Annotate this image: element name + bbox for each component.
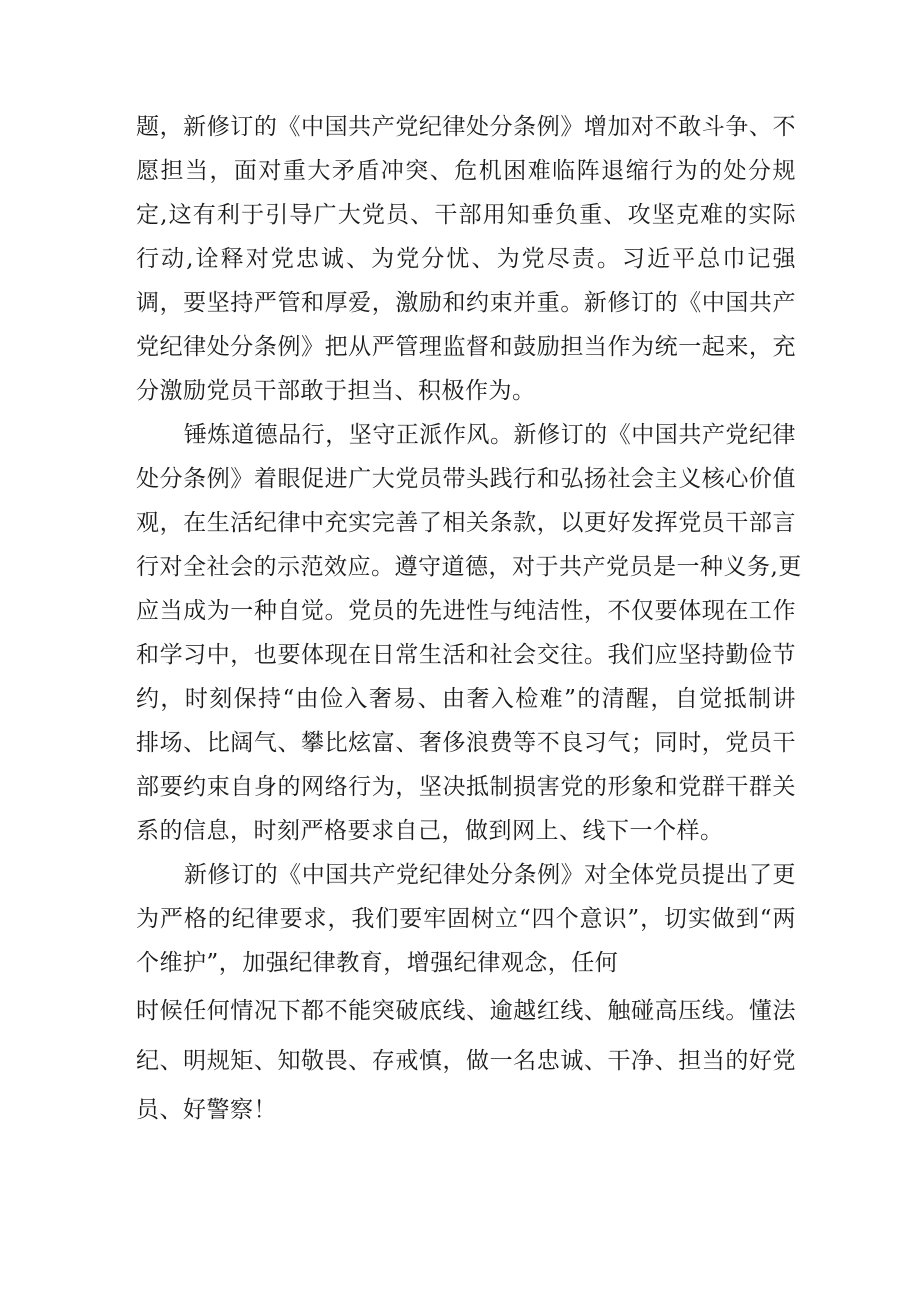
text-line: 约，时刻保持“由俭入奢易、由奢入检难”的清醒，自觉抵制讲 <box>136 686 796 712</box>
text-line: 和学习中，也要体现在日常生活和社会交往。我们应坚持勤俭节 <box>136 642 796 668</box>
text-line: 排场、比阔气、攀比炫富、奢侈浪费等不良习气；同时，党员干 <box>136 730 796 756</box>
text-line: 时候任何情况下都不能突破底线、逾越红线、触碰高压线。懂法 <box>136 998 796 1024</box>
text-line: 分激励党员干部敢于担当、积极作为。 <box>136 378 536 404</box>
text-line: 系的信息，时刻严格要求自己，做到网上、线下一个样。 <box>136 818 724 844</box>
text-line: 员、好警察！ <box>136 1097 277 1123</box>
text-line: 调，要坚持严管和厚爱，激励和约束并重。新修订的《中国共产 <box>136 290 796 316</box>
text-line: 行对全社会的示范效应。遵守道德，对于共产党员是一种义务,更 <box>136 554 802 580</box>
text-line: 个维护”，加强纪律教育，增强纪律观念，任何 <box>136 950 619 976</box>
text-line: 行动,诠释对党忠诚、为党分忧、为党尽责。习近平总巾记强 <box>136 246 796 272</box>
paragraph-start-line: 新修订的《中国共产党纪律处分条例》对全体党员提出了更 <box>184 862 796 888</box>
text-line: 为严格的纪律要求，我们要牢固树立“四个意识”，切实做到“两 <box>136 906 796 932</box>
text-line: 题，新修订的《中国共产党纪律处分条例》增加对不敢斗争、不 <box>136 114 796 140</box>
paragraph-start-line: 锤炼道德品行，坚守正派作风。新修订的《中国共产党纪律 <box>184 422 796 448</box>
text-line: 观，在生活纪律中充实完善了相关条款，以更好发挥党员干部言 <box>136 510 796 536</box>
text-line: 部要约束自身的网络行为，坚决抵制损害党的形象和党群干群关 <box>136 774 796 800</box>
text-line: 应当成为一种自觉。党员的先进性与纯洁性，不仅要体现在工作 <box>136 598 796 624</box>
text-line: 党纪律处分条例》把从严管理监督和鼓励担当作为统一起来，充 <box>136 334 796 360</box>
text-line: 愿担当，面对重大矛盾冲突、危机困难临阵退缩行为的处分规 <box>136 158 796 184</box>
text-line: 处分条例》着眼促进广大党员带头践行和弘扬社会主义核心价值 <box>136 466 796 492</box>
text-line: 定,这有利于引导广大党员、干部用知垂负重、攻坚克难的实际 <box>136 202 796 228</box>
text-line: 纪、明规矩、知敬畏、存戒慎，做一名忠诚、干净、担当的好党 <box>136 1048 796 1074</box>
